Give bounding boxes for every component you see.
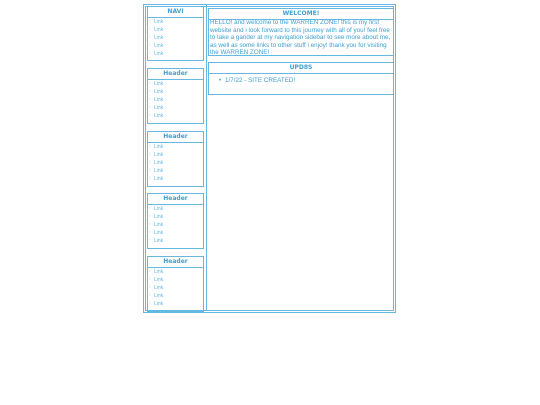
link-bullet-icon: ° — [149, 238, 151, 243]
header-box-links — [148, 268, 203, 311]
link-bullet-icon: ° — [149, 285, 151, 290]
nav-link-1[interactable]: ° Link — [149, 19, 164, 25]
nav-box — [147, 6, 204, 61]
header-box-title: Header — [148, 69, 203, 80]
list-item: • 1/7/22 - SITE CREATED! — [219, 77, 296, 84]
sidebar-link[interactable]: ° Link — [149, 214, 164, 220]
sidebar-link[interactable]: ° Link — [149, 285, 164, 291]
sidebar-link[interactable]: ° Link — [149, 160, 164, 166]
link-bullet-icon: ° — [149, 222, 151, 227]
main-content — [208, 8, 394, 308]
sidebar-link[interactable]: ° Link — [149, 269, 164, 275]
nav-link-2[interactable]: ° Link — [149, 27, 164, 33]
link-bullet-icon: ° — [149, 301, 151, 306]
sidebar-link[interactable]: ° Link — [149, 89, 164, 95]
header-box-1 — [147, 68, 204, 124]
header-box-links — [148, 143, 203, 186]
header-box-title: Header — [148, 132, 203, 143]
header-box-links — [148, 80, 203, 123]
sidebar — [144, 4, 207, 310]
updates-panel — [208, 62, 394, 95]
header-box-4 — [147, 256, 204, 312]
link-bullet-icon: ° — [149, 230, 151, 235]
nav-link-3[interactable]: ° Link — [149, 35, 164, 41]
sidebar-link[interactable]: ° Link — [149, 277, 164, 283]
sidebar-link[interactable]: ° Link — [149, 113, 164, 119]
sidebar-link[interactable]: ° Link — [149, 230, 164, 236]
sidebar-link[interactable]: ° Link — [149, 206, 164, 212]
sidebar-link[interactable]: ° Link — [149, 222, 164, 228]
sidebar-link[interactable]: ° Link — [149, 301, 164, 307]
nav-title: NAVI — [148, 7, 203, 18]
header-box-2 — [147, 131, 204, 187]
link-bullet-icon: ° — [149, 269, 151, 274]
link-bullet-icon: ° — [149, 89, 151, 94]
sidebar-link[interactable]: ° Link — [149, 144, 164, 150]
link-bullet-icon: ° — [149, 97, 151, 102]
sidebar-link[interactable]: ° Link — [149, 105, 164, 111]
link-bullet-icon: ° — [149, 206, 151, 211]
link-bullet-icon: ° — [149, 105, 151, 110]
nav-link-5[interactable]: ° Link — [149, 51, 164, 57]
updates-title: UPD8S — [209, 63, 393, 74]
sidebar-link[interactable]: ° Link — [149, 152, 164, 158]
nav-link-4[interactable]: ° Link — [149, 43, 164, 49]
header-box-3 — [147, 193, 204, 249]
header-box-title: Header — [148, 194, 203, 205]
link-bullet-icon: ° — [149, 168, 151, 173]
nav-links — [148, 18, 203, 60]
welcome-panel — [208, 8, 394, 56]
updates-list — [219, 77, 295, 85]
bullet-icon: • — [219, 77, 222, 84]
link-bullet-icon: ° — [149, 214, 151, 219]
link-bullet-icon: ° — [149, 144, 151, 149]
sidebar-link[interactable]: ° Link — [149, 293, 164, 299]
link-bullet-icon: ° — [149, 81, 151, 86]
link-bullet-icon: ° — [149, 27, 151, 32]
sidebar-link[interactable]: ° Link — [149, 81, 164, 87]
link-bullet-icon: ° — [149, 293, 151, 298]
link-bullet-icon: ° — [149, 51, 151, 56]
link-bullet-icon: ° — [149, 160, 151, 165]
link-bullet-icon: ° — [149, 277, 151, 282]
sidebar-link[interactable]: ° Link — [149, 168, 164, 174]
link-bullet-icon: ° — [149, 176, 151, 181]
link-bullet-icon: ° — [149, 43, 151, 48]
welcome-text: HELLO! and welcome to the WARREN ZONE! this is my first website and i look forward to this journey with all of you! feel free to take a gander at my navigation sidebar to see more about me, as well as some links to other stuff i enjoy! thank you for visiting the WARREN ZONE! — [210, 19, 391, 56]
link-bullet-icon: ° — [149, 35, 151, 40]
sidebar-link[interactable]: ° Link — [149, 238, 164, 244]
link-bullet-icon: ° — [149, 19, 151, 24]
link-bullet-icon: ° — [149, 152, 151, 157]
welcome-title: WELCOME! — [209, 9, 393, 20]
header-box-title: Header — [148, 257, 203, 268]
sidebar-link[interactable]: ° Link — [149, 97, 164, 103]
link-bullet-icon: ° — [149, 113, 151, 118]
sidebar-link[interactable]: ° Link — [149, 176, 164, 182]
header-box-links — [148, 205, 203, 248]
